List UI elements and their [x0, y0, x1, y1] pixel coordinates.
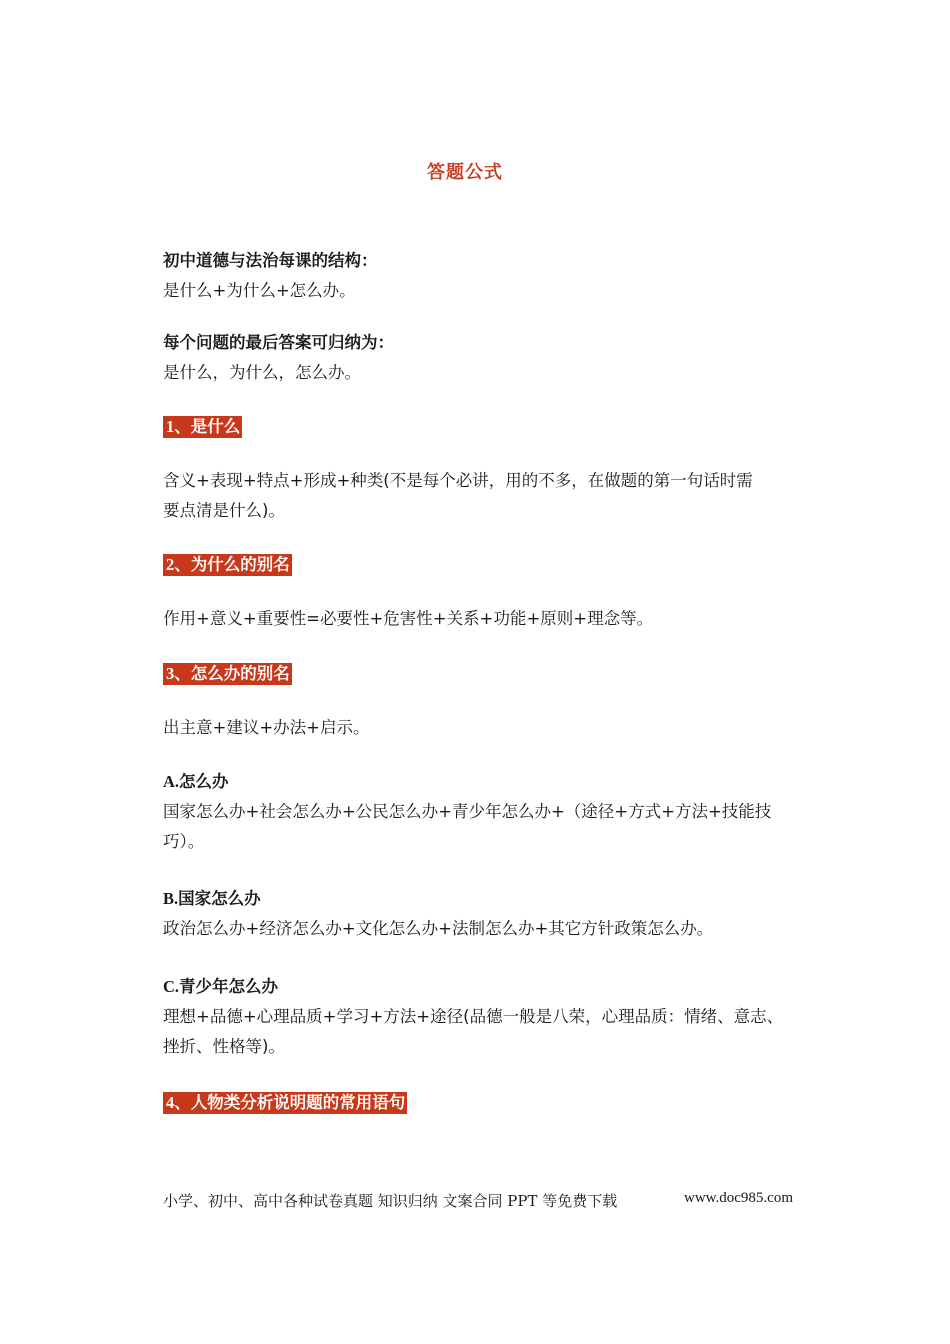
subsection-heading: C.青少年怎么办 [163, 977, 279, 996]
section-body-2 [163, 604, 793, 634]
footer-text: 小学、初中、高中各种试卷真题 知识归纳 文案合同 PPT 等免费下载 [163, 1192, 618, 1210]
answer-heading: 每个问题的最后答案可归纳为： [163, 333, 394, 352]
section-tag: 1、是什么 [163, 416, 242, 438]
section-tag: 3、怎么办的别名 [163, 663, 292, 685]
section-heading-2 [163, 550, 793, 580]
paragraph-line: 作用+意义+重要性=必要性+危害性+关系+功能+原则+理念等。 [163, 609, 654, 628]
subsection-heading: B.国家怎么办 [163, 889, 261, 908]
subsection-c [163, 972, 793, 1062]
subsection-b [163, 884, 793, 944]
paragraph-line: 要点清是什么)。 [163, 501, 285, 520]
section-body-1 [163, 466, 793, 526]
footer-link[interactable]: www.doc985.com [683, 1190, 793, 1206]
section-heading-4 [163, 1088, 793, 1118]
structure-heading: 初中道德与法治每课的结构： [163, 251, 378, 270]
answer-text: 是什么，为什么，怎么办。 [163, 363, 361, 382]
subsection-a [163, 767, 793, 857]
section-body-3 [163, 713, 793, 743]
subsection-heading: A.怎么办 [163, 772, 229, 791]
section-heading-1 [163, 412, 793, 442]
structure-block [163, 246, 793, 306]
paragraph-line: 理想+品德+心理品质+学习+方法+途径(品德一般是八荣，心理品质：情绪、意志、 [163, 1007, 784, 1026]
paragraph-line: 政治怎么办+经济怎么办+文化怎么办+法制怎么办+其它方针政策怎么办。 [163, 919, 714, 938]
section-tag: 4、人物类分析说明题的常用语句 [163, 1092, 407, 1114]
answer-block [163, 328, 793, 388]
page-title: 答题公式 [427, 162, 503, 183]
paragraph-line: 出主意+建议+办法+启示。 [163, 718, 370, 737]
paragraph-line: 挫折、性格等)。 [163, 1037, 285, 1056]
paragraph-line: 巧）。 [163, 832, 205, 851]
section-tag: 2、为什么的别名 [163, 554, 292, 576]
paragraph-line: 含义+表现+特点+形成+种类(不是每个必讲，用的不多，在做题的第一句话时需 [163, 471, 753, 490]
section-heading-3 [163, 659, 793, 689]
paragraph-line: 国家怎么办+社会怎么办+公民怎么办+青少年怎么办+（途径+方式+方法+技能技 [163, 802, 772, 821]
structure-text: 是什么+为什么+怎么办。 [163, 281, 356, 300]
